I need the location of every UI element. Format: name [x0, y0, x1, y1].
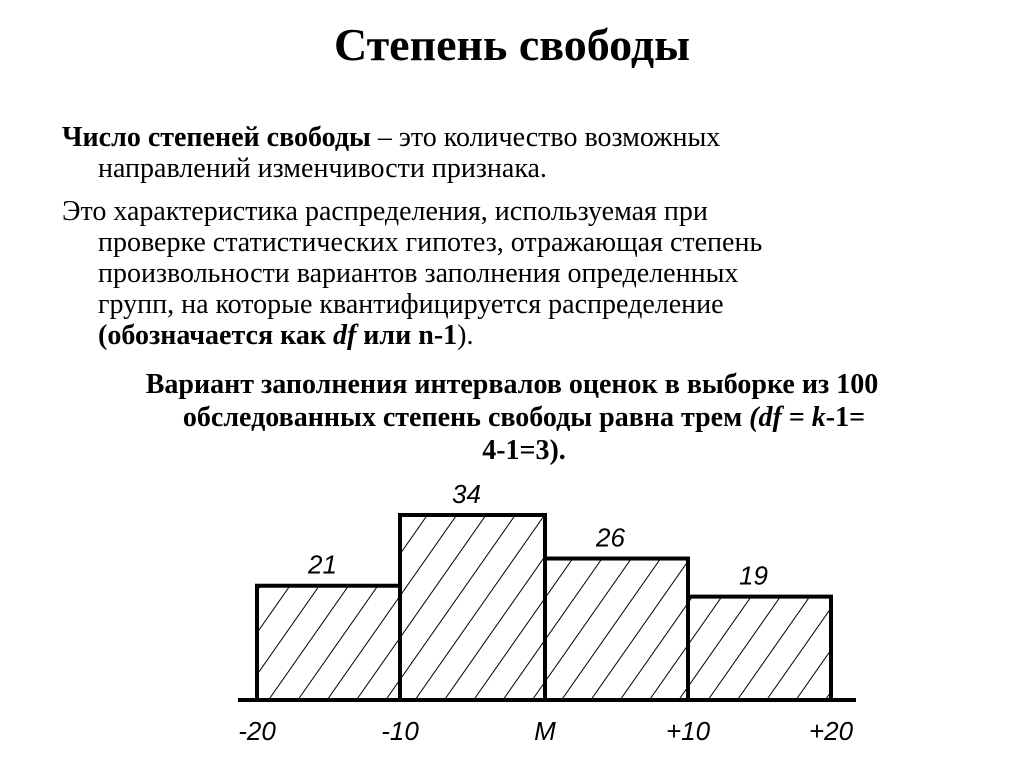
characteristic-line-4: групп, на которые квантифицируется распределение — [98, 289, 724, 320]
definition-text-2: направлений изменчивости признака. — [98, 153, 547, 184]
example-paragraph — [0, 368, 1024, 467]
example-rest: -1= — [825, 402, 866, 433]
x-tick-label-1: -20 — [238, 716, 276, 746]
x-tick-label-3: M — [534, 716, 556, 746]
example-eq: = — [781, 402, 812, 433]
x-tick-label-2: -10 — [381, 716, 419, 746]
bar-value-label-1: 21 — [308, 549, 337, 580]
bar-3 — [545, 559, 688, 700]
x-tick-label-4: +10 — [665, 716, 711, 746]
example-paren: ( — [749, 402, 759, 433]
bar-value-label-4: 19 — [739, 560, 768, 591]
notation-or-n: или n-1 — [356, 320, 458, 351]
x-tick-label-5: +20 — [808, 716, 854, 746]
example-df: df — [758, 402, 782, 433]
bar-4 — [688, 597, 831, 700]
example-k: k — [811, 402, 826, 433]
bars-group — [257, 479, 831, 700]
notation-note: (обозначается как — [98, 320, 333, 351]
characteristic-line-2: проверке статистических гипотез, отражающая степень — [98, 227, 763, 258]
example-line-3: 4-1=3). — [482, 435, 566, 466]
characteristic-line-1: Это характеристика распределения, используемая при — [62, 196, 708, 227]
ticks-group — [238, 716, 853, 746]
bar-2 — [400, 515, 545, 700]
characteristic-line-5 — [62, 320, 962, 351]
example-line-2 — [0, 401, 1024, 434]
bar-1 — [257, 586, 400, 700]
characteristic-paragraph — [62, 196, 962, 351]
example-line-2a: обследованных степень свободы равна трем — [182, 402, 750, 433]
definition-paragraph — [62, 122, 962, 184]
slide-title: Степень свободы — [333, 19, 691, 70]
characteristic-line-3: произвольности вариантов заполнения определенных — [98, 258, 739, 289]
notation-close: ). — [457, 320, 474, 351]
bar-value-label-2: 34 — [452, 479, 481, 509]
definition-term: Число степеней свободы — [62, 122, 371, 153]
bar-value-label-3: 26 — [596, 522, 625, 553]
example-line-1: Вариант заполнения интервалов оценок в выборке из 100 — [145, 369, 879, 400]
definition-text-1: – это количество возможных — [370, 122, 721, 153]
notation-df: df — [332, 320, 357, 351]
histogram-chart — [0, 455, 1024, 767]
